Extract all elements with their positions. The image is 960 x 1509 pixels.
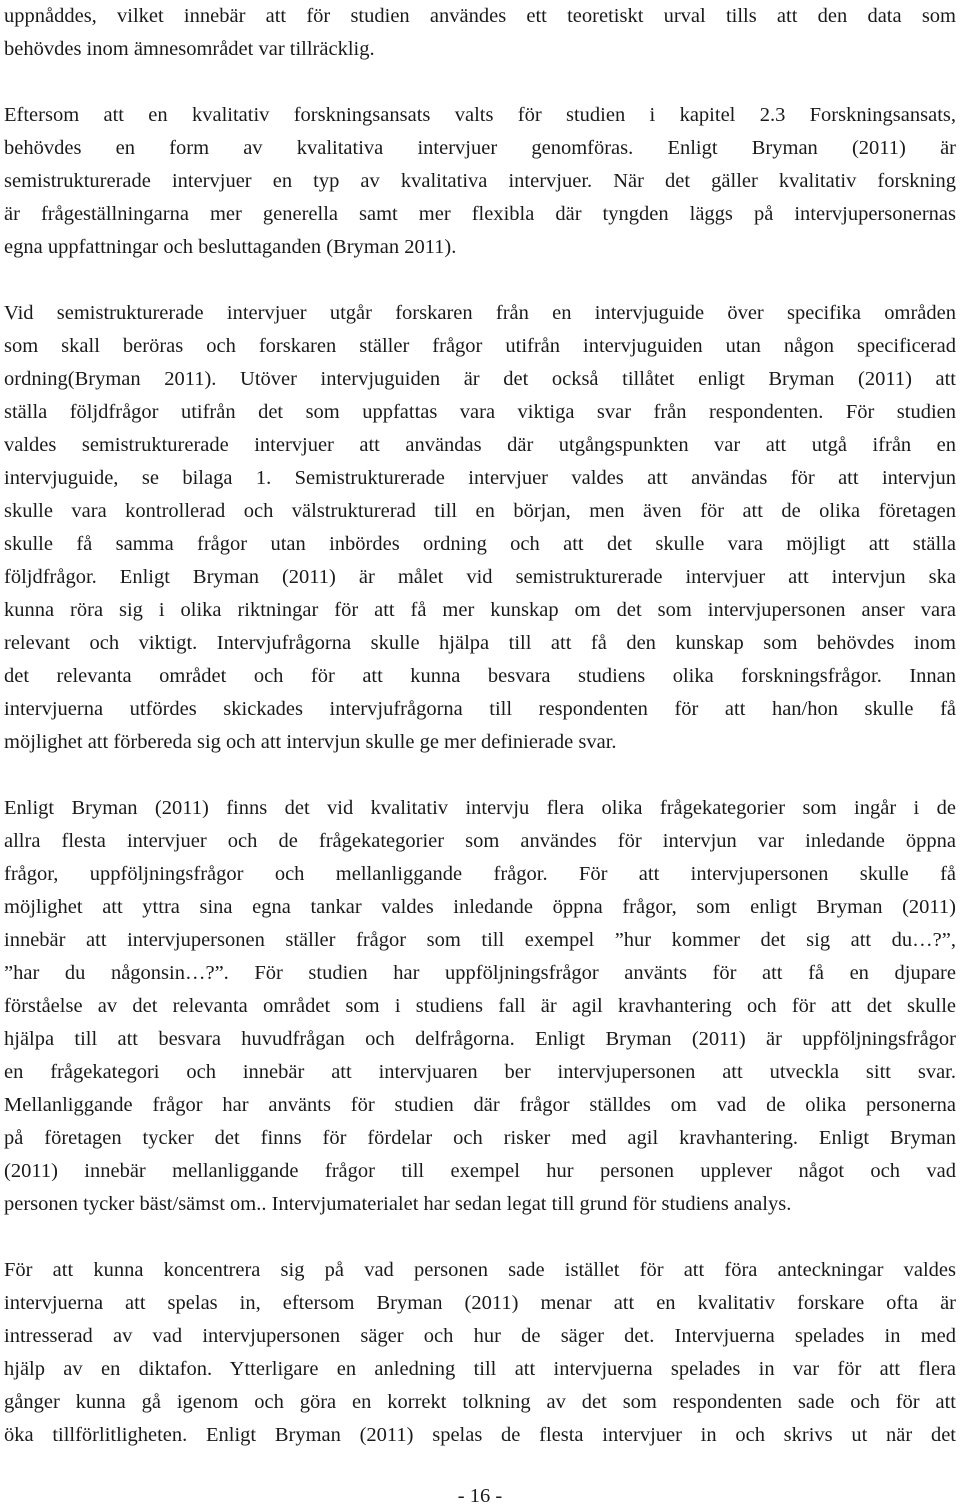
text-line: öka tillförlitligheten. Enligt Bryman (2011) spelas de flesta intervjuer in och skrivs ut när det [4, 1424, 956, 1446]
text-line: personen tycker bäst/sämst om.. Intervjumaterialet har sedan legat till grund för studiens analys. [4, 1193, 792, 1215]
text-line: det relevanta området och för att kunna besvara studiens olika forskningsfrågor. Innan [4, 665, 956, 687]
text-line: semistrukturerade intervjuer en typ av kvalitativa intervjuer. När det gäller kvalitativ forskning [4, 170, 956, 192]
text-line: ställa följdfrågor utifrån det som uppfattas vara viktiga svar från respondenten. För studien [4, 401, 956, 423]
document-page [4, 0, 956, 1452]
text-line: ordning(Bryman 2011). Utöver intervjuguiden är det också tillåtet enligt Bryman (2011) att [4, 368, 956, 390]
text-line: (2011) innebär mellanliggande frågor till exempel hur personen upplever något och vad [4, 1160, 956, 1182]
text-line: möjlighet att yttra sina egna tankar valdes inledande öppna frågor, som enligt Bryman (2011) [4, 896, 956, 918]
text-line: hjälpa till att besvara huvudfrågan och delfrågorna. Enligt Bryman (2011) är uppföljningsfrågor [4, 1028, 956, 1050]
paragraph-5 [4, 1254, 956, 1452]
paragraph-2 [4, 99, 956, 264]
text-line: behövdes en form av kvalitativa intervjuer genomföras. Enligt Bryman (2011) är [4, 137, 956, 159]
text-line: valdes semistrukturerade intervjuer att användas där utgångspunkten var att utgå ifrån en [4, 434, 956, 456]
text-line: intervjuguide, se bilaga 1. Semistrukturerade intervjuer valdes att användas för att intervjun [4, 467, 956, 489]
text-line: ”har du någonsin…?”. För studien har uppföljningsfrågor använts för att få en djupare [4, 962, 956, 984]
text-line: Eftersom att en kvalitativ forskningsansats valts för studien i kapitel 2.3 Forskningsansats, [4, 104, 956, 126]
text-line: intervjuerna att spelas in, eftersom Bryman (2011) menar att en kvalitativ forskare ofta är [4, 1292, 956, 1314]
text-line: förståelse av det relevanta området som i studiens fall är agil kravhantering och för att det skulle [4, 995, 956, 1017]
text-line: behövdes inom ämnesområdet var tillräcklig. [4, 38, 375, 60]
paragraph-3 [4, 297, 956, 759]
text-line: uppnåddes, vilket innebär att för studien användes ett teoretiskt urval tills att den data som [4, 5, 956, 27]
text-line: relevant och viktigt. Intervjufrågorna skulle hjälpa till att få den kunskap som behövdes inom [4, 632, 956, 654]
text-line: För att kunna koncentrera sig på vad personen sade istället för att föra anteckningar valdes [4, 1259, 956, 1281]
text-line: egna uppfattningar och besluttaganden (Bryman 2011). [4, 236, 457, 258]
text-line: intervjuerna utfördes skickades intervjufrågorna till respondenten för att han/hon skulle få [4, 698, 956, 720]
text-line: allra flesta intervjuer och de frågekategorier som användes för intervjun var inledande öppna [4, 830, 956, 852]
text-line: som skall beröras och forskaren ställer frågor utifrån intervjuguiden utan någon specificerad [4, 335, 956, 357]
text-line: skulle få samma frågor utan inbördes ordning och att det skulle vara möjligt att ställa [4, 533, 956, 555]
text-line: skulle vara kontrollerad och välstrukturerad till en början, men även för att de olika företagen [4, 500, 956, 522]
text-line: kunna röra sig i olika riktningar för att få mer kunskap om det som intervjupersonen anser vara [4, 599, 956, 621]
paragraph-1 [4, 0, 956, 66]
text-line: följdfrågor. Enligt Bryman (2011) är målet vid semistrukturerade intervjuer att intervjun ska [4, 566, 956, 588]
text-line: är frågeställningarna mer generella samt mer flexibla där tyngden läggs på intervjupersonernas [4, 203, 956, 225]
text-line: Vid semistrukturerade intervjuer utgår forskaren från en intervjuguide över specifika områden [4, 302, 956, 324]
text-line: en frågekategori och innebär att intervjuaren ber intervjupersonen att utveckla sitt svar. [4, 1061, 956, 1083]
text-line: gånger kunna gå igenom och göra en korrekt tolkning av det som respondenten sade och för att [4, 1391, 956, 1413]
text-line: frågor, uppföljningsfrågor och mellanliggande frågor. För att intervjupersonen skulle få [4, 863, 956, 885]
text-line: Mellanliggande frågor har använts för studien där frågor ställdes om vad de olika personerna [4, 1094, 956, 1116]
page-number: - 16 - [457, 1485, 503, 1507]
text-line: innebär att intervjupersonen ställer frågor som till exempel ”hur kommer det sig att du…?”, [4, 929, 956, 951]
text-line: intresserad av vad intervjupersonen säger och hur de säger det. Intervjuerna spelades in med [4, 1325, 956, 1347]
text-line: Enligt Bryman (2011) finns det vid kvalitativ intervju flera olika frågekategorier som ingår i de [4, 797, 956, 819]
text-line: möjlighet att förbereda sig och att intervjun skulle ge mer definierade svar. [4, 731, 617, 753]
paragraph-4 [4, 792, 956, 1221]
text-line: hjälp av en diktafon. Ytterligare en anledning till att intervjuerna spelades in var för att flera [4, 1358, 956, 1380]
text-line: på företagen tycker det finns för fördelar och risker med agil kravhantering. Enligt Bryman [4, 1127, 956, 1149]
